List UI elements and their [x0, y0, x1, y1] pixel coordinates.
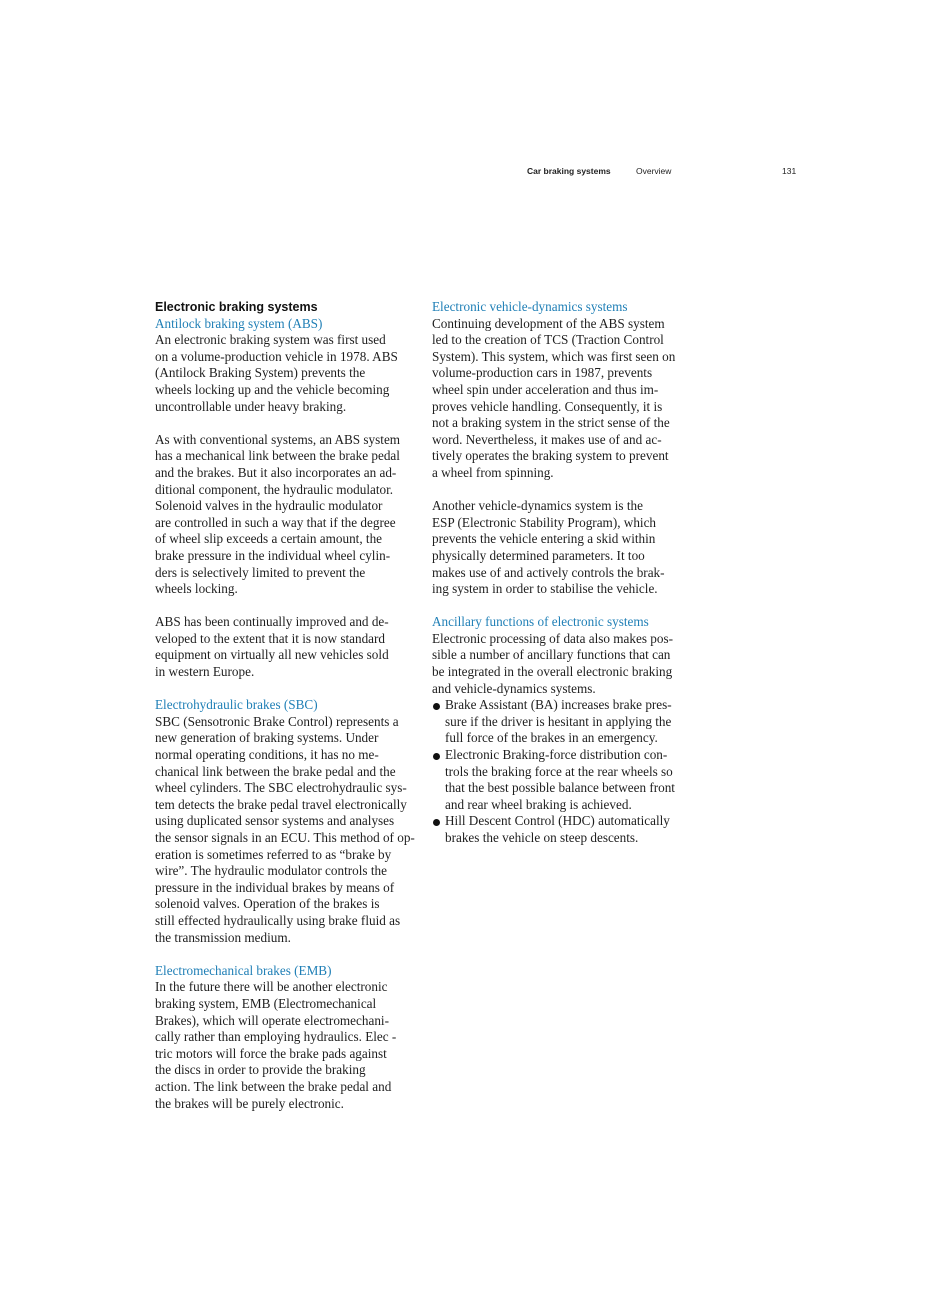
text-line: pressure in the individual brakes by means of	[155, 879, 395, 895]
paragraph	[432, 316, 694, 482]
text-line: (Antilock Braking System) prevents the	[155, 365, 366, 381]
text-line: physically determined parameters. It too	[432, 547, 645, 563]
text-line: Electronic processing of data also makes pos-	[432, 630, 673, 646]
paragraph-spacer	[155, 598, 417, 615]
text-line: new generation of braking systems. Under	[155, 730, 379, 746]
text-line: full force of the brakes in an emergency.	[445, 730, 658, 746]
text-line: wire”. The hydraulic modulator controls the	[155, 863, 387, 879]
text-line: ders is selectively limited to prevent the	[155, 564, 366, 580]
text-line: on a volume-production vehicle in 1978. ABS	[155, 348, 398, 364]
subsection-heading: Electronic vehicle-dynamics systems	[432, 299, 628, 314]
left-column	[155, 299, 417, 1112]
paragraph	[432, 631, 694, 697]
text-line: the sensor signals in an ECU. This method of op-	[155, 830, 415, 845]
text-line: An electronic braking system was first used	[155, 332, 386, 348]
text-line: word. Nevertheless, it makes use of and ac-	[432, 431, 662, 447]
subsection-heading: Electromechanical brakes (EMB)	[155, 962, 332, 978]
paragraph	[155, 432, 417, 598]
text-line: and rear wheel braking is achieved.	[445, 796, 632, 812]
text-line: normal operating conditions, it has no me-	[155, 747, 379, 763]
paragraph-spacer	[432, 598, 694, 615]
text-line: eration is sometimes referred to as “brake by	[155, 846, 392, 862]
text-line: led to the creation of TCS (Traction Control	[432, 332, 664, 348]
section-heading: Electronic braking systems	[155, 300, 318, 314]
subsection-heading: Antilock braking system (ABS)	[155, 315, 323, 331]
bullet-item	[432, 747, 694, 813]
text-line: tively operates the braking system to prevent	[432, 448, 669, 464]
text-line: volume-production cars in 1987, prevents	[432, 365, 653, 381]
text-line: sure if the driver is hesitant in applying the	[445, 713, 672, 729]
text-line: braking system, EMB (Electromechanical	[155, 995, 377, 1011]
right-column	[432, 299, 694, 847]
text-line: proves vehicle handling. Consequently, it is	[432, 398, 663, 414]
text-line: wheels locking up and the vehicle becoming	[155, 381, 390, 397]
text-line: Brakes), which will operate electromechani-	[155, 1012, 389, 1028]
text-line: the brakes will be purely electronic.	[155, 1095, 344, 1111]
bullet-item	[432, 697, 694, 747]
text-line: Continuing development of the ABS system	[432, 315, 665, 331]
paragraph	[155, 714, 417, 946]
bullet-item	[432, 813, 694, 846]
paragraph	[155, 614, 417, 680]
text-line: System). This system, which was first seen on	[432, 348, 676, 364]
text-line: SBC (Sensotronic Brake Control) represents a	[155, 713, 399, 729]
bullet-icon	[433, 753, 440, 760]
paragraph	[432, 498, 694, 598]
text-line: In the future there will be another electronic	[155, 979, 388, 995]
text-line: Another vehicle-dynamics system is the	[432, 498, 643, 514]
text-line: has a mechanical link between the brake pedal	[155, 448, 400, 464]
paragraph	[155, 332, 417, 415]
text-line: chanical link between the brake pedal and the	[155, 763, 396, 779]
bullet-icon	[433, 819, 440, 826]
text-line: in western Europe.	[155, 664, 255, 680]
text-line: and the brakes. But it also incorporates an ad-	[155, 464, 397, 480]
text-line: and vehicle-dynamics systems.	[432, 680, 596, 696]
text-line: cally rather than employing hydraulics. Elec -	[155, 1029, 397, 1045]
text-line: are controlled in such a way that if the degree	[155, 514, 396, 530]
text-line: uncontrollable under heavy braking.	[155, 398, 347, 414]
text-line: the discs in order to provide the braking	[155, 1062, 366, 1078]
text-line: ABS has been continually improved and de-	[155, 614, 389, 630]
text-line: still effected hydraulically using brake fluid as	[155, 912, 401, 928]
paragraph-spacer	[155, 681, 417, 698]
text-line: wheel spin under acceleration and thus im-	[432, 381, 659, 397]
text-line: equipment on virtually all new vehicles sold	[155, 647, 389, 663]
text-line: veloped to the extent that it is now standard	[155, 630, 385, 646]
running-header-subsection: Overview	[636, 166, 672, 176]
text-line: wheel cylinders. The SBC electrohydraulic sys-	[155, 780, 407, 796]
text-line: wheels locking.	[155, 581, 238, 597]
text-line: action. The link between the brake pedal and	[155, 1078, 392, 1094]
text-line: Hill Descent Control (HDC) automatically	[445, 813, 670, 829]
running-header-section: Car braking systems	[527, 166, 611, 176]
text-line: ditional component, the hydraulic modulator.	[155, 481, 394, 497]
text-line: using duplicated sensor systems and analyses	[155, 813, 395, 829]
paragraph-spacer	[432, 482, 694, 499]
text-line: that the best possible balance between front	[445, 780, 675, 796]
bullet-icon	[433, 703, 440, 710]
text-line: tem detects the brake pedal travel electronically	[155, 796, 407, 812]
text-line: sible a number of ancillary functions that can	[432, 647, 671, 663]
text-line: As with conventional systems, an ABS system	[155, 431, 401, 447]
text-line: brake pressure in the individual wheel cylin-	[155, 547, 391, 563]
paragraph	[155, 979, 417, 1112]
text-line: prevents the vehicle entering a skid within	[432, 531, 656, 547]
text-line: tric motors will force the brake pads against	[155, 1045, 387, 1061]
text-line: Brake Assistant (BA) increases brake pres-	[445, 697, 672, 713]
text-line: makes use of and actively controls the brak-	[432, 564, 665, 580]
text-line: Solenoid valves in the hydraulic modulator	[155, 498, 383, 514]
subsection-heading: Ancillary functions of electronic systems	[432, 614, 649, 630]
text-line: trols the braking force at the rear wheels so	[445, 763, 673, 779]
text-line: of wheel slip exceeds a certain amount, the	[155, 531, 383, 547]
text-line: be integrated in the overall electronic braking	[432, 664, 673, 680]
text-line: solenoid valves. Operation of the brakes is	[155, 896, 380, 912]
text-line: ing system in order to stabilise the vehicle.	[432, 581, 658, 597]
text-line: the transmission medium.	[155, 929, 291, 945]
paragraph-spacer	[155, 946, 417, 963]
page-number: 131	[782, 166, 797, 176]
text-line: ESP (Electronic Stability Program), which	[432, 514, 657, 530]
text-line: brakes the vehicle on steep descents.	[445, 830, 639, 845]
text-line: not a braking system in the strict sense of the	[432, 415, 670, 431]
subsection-heading: Electrohydraulic brakes (SBC)	[155, 697, 318, 713]
text-line: Electronic Braking-force distribution con-	[445, 747, 668, 763]
paragraph-spacer	[155, 415, 417, 432]
text-line: a wheel from spinning.	[432, 464, 554, 480]
